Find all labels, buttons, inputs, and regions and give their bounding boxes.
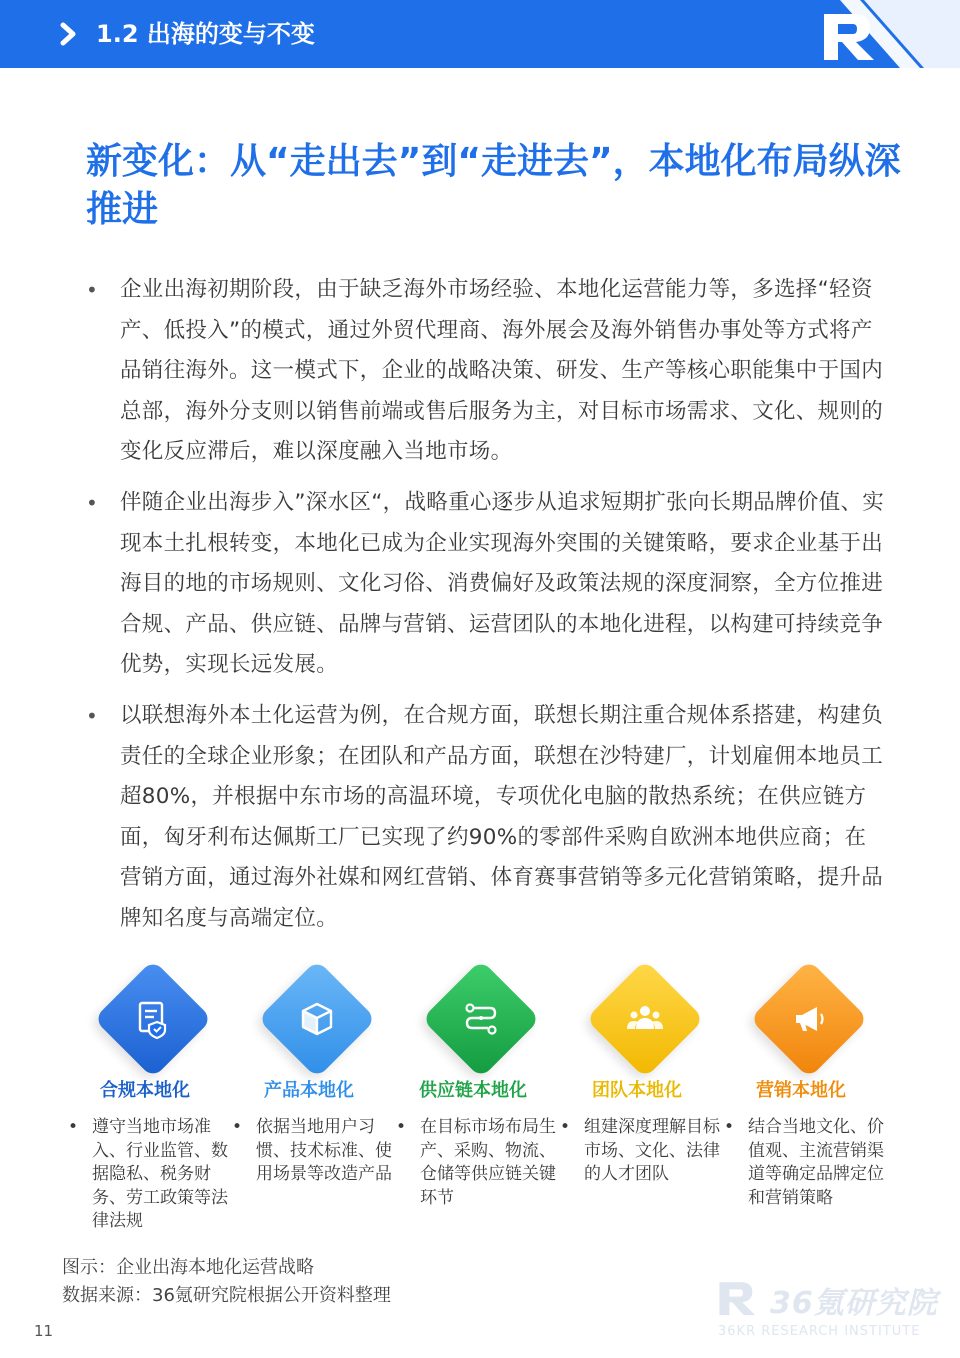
bullet-dot: • <box>86 703 98 728</box>
strategy-label: 合规本地化 <box>100 1080 190 1101</box>
bullet-dot: • <box>86 490 98 515</box>
strategy-label: 营销本地化 <box>756 1080 846 1101</box>
page-number: 11 <box>34 1322 54 1340</box>
paragraph-text: 以联想海外本土化运营为例，在合规方面，联想长期注重合规体系搭建，构建负责任的全球企业形象；在团队和产品方面，联想在沙特建厂，计划雇佣本地员工超80%，并根据中东市场的高温环境，专项优化电脑的散热系统；在供应链方面，匈牙利布达佩斯工厂已实现了约90%的零部件采购自欧洲本地供应商；在营销方面，通过海外社媒和网红营销、体育赛事营销等多元化营销策略，提升品牌知名度与高端定位。 <box>120 702 884 931</box>
paragraph-text: 伴随企业出海步入”深水区“，战略重心逐步从追求短期扩张向长期品牌价值、实现本土扎根转变，本地化已成为企业实现海外突围的关键策略，要求企业基于出海目的地的市场规则、文化习俗、消费偏好及政策法规的深度洞察，全方位推进合规、产品、供应链、品牌与营销、运营团队的本地化进程，以构建可持续竞争优势，实现长远发展。 <box>120 489 885 678</box>
list-item <box>86 270 886 473</box>
strategy-diamond <box>750 960 868 1078</box>
strategy-label: 产品本地化 <box>264 1080 354 1101</box>
section-title: 1.2 出海的变与不变 <box>96 20 315 48</box>
header-bar <box>0 0 960 68</box>
bullet-list <box>86 270 886 950</box>
strategy-label: 供应链本地化 <box>419 1080 527 1101</box>
strategy-description: • 遵守当地市场准入、行业监管、数据隐私、税务财务、劳工政策等法律法规 <box>68 1117 228 1231</box>
strategy-description: • 结合当地文化、价值观、主流营销渠道等确定品牌定位和营销策略 <box>724 1117 884 1208</box>
strategy-diamond <box>586 960 704 1078</box>
watermark <box>712 1276 938 1348</box>
data-source: 数据来源：36氪研究院根据公开资料整理 <box>62 1285 391 1306</box>
watermark-cn: 36氪研究院 <box>770 1286 938 1321</box>
page-title: 新变化：从“走出去”到“走进去”，本地化布局纵深推进 <box>86 141 901 230</box>
strategy-diamond <box>258 960 376 1078</box>
supply-chain-route-icon <box>458 996 504 1042</box>
strategy-description: • 依据当地用户习惯、技术标准、使用场景等改造产品 <box>232 1117 392 1184</box>
strategy-description: • 组建深度理解目标市场、文化、法律的人才团队 <box>560 1117 720 1184</box>
strategy-diamond <box>422 960 540 1078</box>
marketing-megaphone-icon <box>786 996 832 1042</box>
paragraph-text: 企业出海初期阶段，由于缺乏海外市场经验、本地化运营能力等，多选择“轻资产、低投入”的模式，通过外贸代理商、海外展会及海外销售办事处等方式将产品销往海外。这一模式下，企业的战略决策、研发、生产等核心职能集中于国内总部，海外分支则以销售前端或售后服务为主，对目标市场需求、文化、规则的变化反应滞后，难以深度融入当地市场。 <box>120 277 884 465</box>
bullet-dot: • <box>86 278 98 302</box>
list-item <box>86 483 886 686</box>
product-cube-icon <box>294 996 340 1042</box>
strategy-description: • 在目标市场布局生产、采购、物流、仓储等供应链关键环节 <box>396 1117 556 1208</box>
team-people-icon <box>622 996 668 1042</box>
36kr-watermark-logo-icon <box>716 1278 760 1318</box>
watermark-en: 36KR RESEARCH INSTITUTE <box>718 1324 921 1339</box>
compliance-document-icon <box>130 996 176 1042</box>
strategy-diagram <box>60 960 920 1240</box>
list-item <box>86 696 886 940</box>
strategy-diamond <box>94 960 212 1078</box>
figure-caption: 图示：企业出海本地化运营战略 <box>62 1257 314 1278</box>
chevron-right-icon <box>58 22 80 46</box>
36kr-logo <box>820 8 880 64</box>
strategy-label: 团队本地化 <box>592 1080 682 1101</box>
